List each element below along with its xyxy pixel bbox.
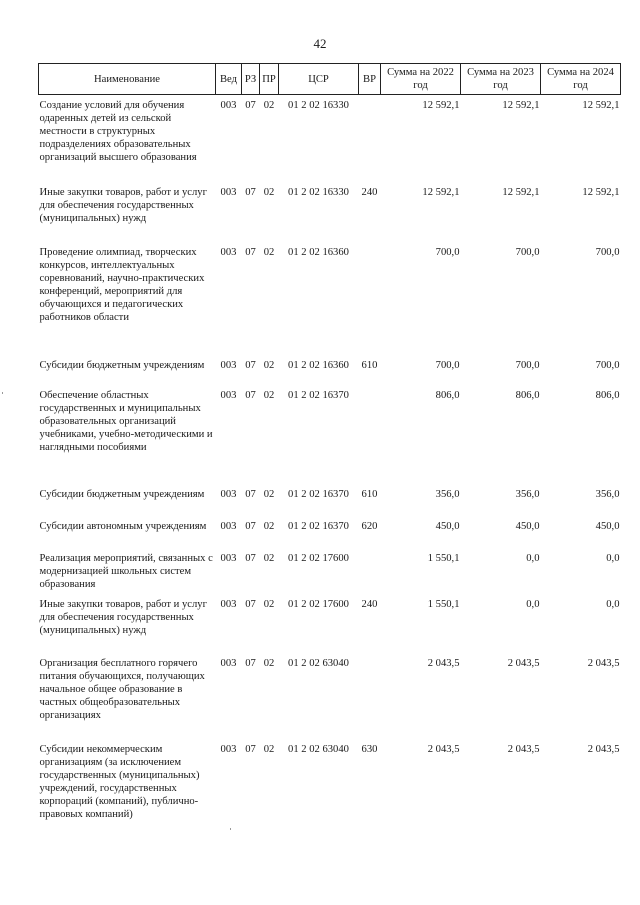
header-ved: Вед (216, 64, 242, 95)
row-ved: 003 (220, 247, 237, 258)
scan-artifact (2, 392, 3, 394)
row-name: Обеспечение областных государственных и муниципальных образовательных организаций учебниками, учебно-методическими и наглядными пособиями (39, 390, 213, 453)
row-sum-2024: 2 043,5 (587, 658, 620, 669)
row-csr: 01 2 02 63040 (288, 744, 349, 755)
header-csr: ЦСР (279, 64, 359, 95)
row-sum-2024: 806,0 (595, 390, 620, 401)
row-pr: 02 (263, 521, 275, 532)
row-rz: 07 (245, 187, 256, 198)
table-row (39, 743, 621, 853)
row-sum-2024: 12 592,1 (582, 187, 620, 198)
table-row (39, 657, 621, 743)
row-name: Создание условий для обучения одаренных детей из сельской местности в структурных подразделениях образовательных организаций высшего образования (39, 100, 197, 163)
row-vr: 240 (361, 599, 378, 610)
row-csr: 01 2 02 16370 (288, 390, 349, 401)
header-pr: ПР (260, 64, 279, 95)
row-csr: 01 2 02 16370 (288, 521, 349, 532)
row-pr: 02 (263, 100, 275, 111)
row-csr: 01 2 02 16330 (288, 100, 349, 111)
row-sum-2022: 1 550,1 (427, 599, 460, 610)
row-pr: 02 (263, 744, 275, 755)
row-name: Организация бесплатного горячего питания обучающихся, получающих начальное общее образование в частных общеобразовательных организациях (39, 658, 205, 721)
row-sum-2022: 806,0 (435, 390, 460, 401)
row-name: Проведение олимпиад, творческих конкурсов, интеллектуальных соревнований, научно-практических конференций, мероприятий для обучающихся и педагогических работников области (39, 247, 205, 323)
row-ved: 003 (220, 187, 237, 198)
row-sum-2024: 12 592,1 (582, 100, 620, 111)
row-sum-2023: 450,0 (515, 521, 540, 532)
row-name: Иные закупки товаров, работ и услуг для обеспечения государственных (муниципальных) нужд (39, 599, 207, 636)
table-row (39, 552, 621, 598)
table-row (39, 488, 621, 520)
scan-artifact (230, 828, 231, 830)
row-rz: 07 (245, 390, 256, 401)
row-sum-2023: 700,0 (515, 360, 540, 371)
row-sum-2022: 12 592,1 (422, 100, 460, 111)
row-rz: 07 (245, 247, 256, 258)
row-sum-2022: 2 043,5 (427, 744, 460, 755)
row-sum-2023: 700,0 (515, 247, 540, 258)
row-rz: 07 (245, 100, 256, 111)
row-ved: 003 (220, 599, 237, 610)
table-row (39, 186, 621, 246)
row-sum-2024: 700,0 (595, 360, 620, 371)
row-name: Субсидии бюджетным учреждениям (39, 489, 205, 500)
row-sum-2023: 356,0 (515, 489, 540, 500)
row-vr: 620 (361, 521, 378, 532)
row-sum-2023: 0,0 (526, 599, 540, 610)
row-rz: 07 (245, 553, 256, 564)
row-ved: 003 (220, 390, 237, 401)
row-sum-2024: 2 043,5 (587, 744, 620, 755)
header-vr: ВР (359, 64, 381, 95)
row-sum-2022: 450,0 (435, 521, 460, 532)
row-pr: 02 (263, 247, 275, 258)
row-sum-2022: 700,0 (435, 360, 460, 371)
row-pr: 02 (263, 599, 275, 610)
row-sum-2023: 806,0 (515, 390, 540, 401)
table-header-row (39, 64, 621, 95)
row-sum-2024: 0,0 (606, 599, 620, 610)
row-rz: 07 (245, 489, 256, 500)
row-sum-2024: 450,0 (595, 521, 620, 532)
row-vr (359, 246, 381, 359)
header-name: Наименование (39, 64, 216, 95)
row-ved: 003 (220, 100, 237, 111)
row-rz: 07 (245, 744, 256, 755)
row-vr: 630 (361, 744, 378, 755)
table-row (39, 359, 621, 389)
row-csr: 01 2 02 16360 (288, 360, 349, 371)
row-csr: 01 2 02 16360 (288, 247, 349, 258)
row-sum-2023: 12 592,1 (502, 187, 540, 198)
row-pr: 02 (263, 658, 275, 669)
table-row (39, 598, 621, 657)
row-name: Субсидии некоммерческим организациям (за исключением государственных (муниципальных) учреждений, государственных корпораций (компаний), публично-правовых компаний) (39, 744, 200, 820)
row-vr: 610 (361, 360, 378, 371)
row-ved: 003 (220, 744, 237, 755)
header-sum-2023: Сумма на 2023 год (461, 64, 541, 95)
row-name: Субсидии бюджетным учреждениям (39, 360, 205, 371)
row-pr: 02 (263, 187, 275, 198)
table-row (39, 389, 621, 488)
row-name: Иные закупки товаров, работ и услуг для обеспечения государственных (муниципальных) нужд (39, 187, 207, 224)
row-csr: 01 2 02 17600 (288, 599, 349, 610)
table-row (39, 520, 621, 552)
row-sum-2022: 356,0 (435, 489, 460, 500)
row-vr: 610 (361, 489, 378, 500)
row-ved: 003 (220, 658, 237, 669)
page-number: 42 (313, 36, 327, 51)
row-sum-2024: 0,0 (606, 553, 620, 564)
row-ved: 003 (220, 521, 237, 532)
row-sum-2023: 12 592,1 (502, 100, 540, 111)
row-vr (359, 99, 381, 186)
row-csr: 01 2 02 16330 (288, 187, 349, 198)
table-row (39, 246, 621, 359)
row-vr: 240 (361, 187, 378, 198)
row-ved: 003 (220, 489, 237, 500)
row-rz: 07 (245, 658, 256, 669)
row-pr: 02 (263, 553, 275, 564)
row-vr (359, 552, 381, 598)
row-sum-2022: 2 043,5 (427, 658, 460, 669)
row-csr: 01 2 02 63040 (288, 658, 349, 669)
row-sum-2022: 12 592,1 (422, 187, 460, 198)
budget-table (38, 63, 621, 853)
row-sum-2023: 2 043,5 (507, 658, 540, 669)
table-row (39, 99, 621, 186)
row-vr (359, 657, 381, 743)
row-sum-2023: 0,0 (526, 553, 540, 564)
row-pr: 02 (263, 360, 275, 371)
row-name: Субсидии автономным учреждениям (39, 521, 207, 532)
row-csr: 01 2 02 17600 (288, 553, 349, 564)
row-name: Реализация мероприятий, связанных с модернизацией школьных систем образования (39, 553, 213, 590)
row-ved: 003 (220, 553, 237, 564)
row-ved: 003 (220, 360, 237, 371)
row-pr: 02 (263, 390, 275, 401)
row-sum-2024: 700,0 (595, 247, 620, 258)
row-sum-2022: 700,0 (435, 247, 460, 258)
row-rz: 07 (245, 360, 256, 371)
row-rz: 07 (245, 521, 256, 532)
row-csr: 01 2 02 16370 (288, 489, 349, 500)
header-sum-2022: Сумма на 2022 год (381, 64, 461, 95)
row-rz: 07 (245, 599, 256, 610)
row-vr (359, 389, 381, 488)
row-sum-2022: 1 550,1 (427, 553, 460, 564)
row-sum-2024: 356,0 (595, 489, 620, 500)
header-rz: РЗ (242, 64, 260, 95)
row-sum-2023: 2 043,5 (507, 744, 540, 755)
header-sum-2024: Сумма на 2024 год (541, 64, 621, 95)
row-pr: 02 (263, 489, 275, 500)
